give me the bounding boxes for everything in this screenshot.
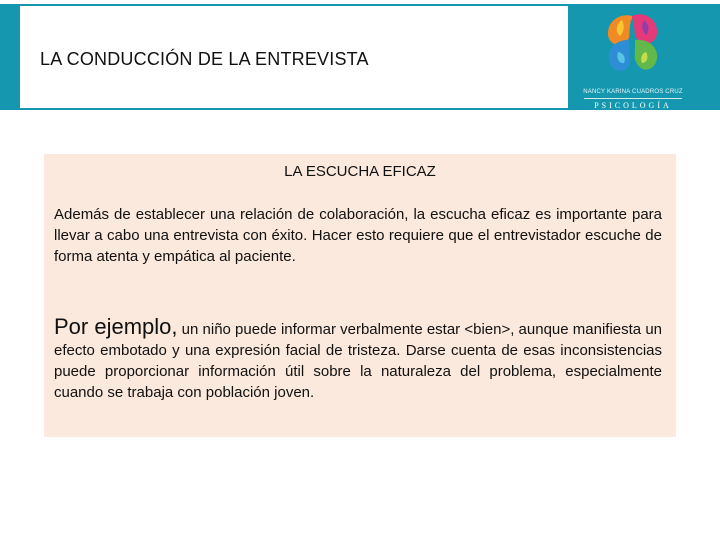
logo-divider <box>584 98 682 99</box>
title-box <box>20 6 568 108</box>
paragraph-listening: Además de establecer una relación de colaboración, la escucha eficaz es importante para llevar a cabo una entrevista con éxito. Hacer esto requiere que el entrevistador escuche de forma atenta y empática al paciente. <box>54 206 662 265</box>
logo <box>578 12 688 112</box>
header-band <box>0 4 720 110</box>
psychology-butterfly-logo-icon <box>596 12 670 84</box>
content-box <box>44 154 676 437</box>
example-lead: Por ejemplo, <box>54 314 178 339</box>
logo-subtitle: PSICOLOGÍA <box>594 101 672 110</box>
logo-name: NANCY KARINA CUADROS CRUZ <box>583 89 683 95</box>
paragraph-example <box>54 316 662 403</box>
page-title: LA CONDUCCIÓN DE LA ENTREVISTA <box>40 49 369 69</box>
example-text: un niño puede informar verbalmente estar <bien>, aunque manifiesta un efecto embotado y una expresión facial de tristeza. Darse cuenta de esas inconsistencias puede proporcionar información útil sobre la naturaleza del problema, especialmente cuando se trabaja con población joven. <box>54 321 662 401</box>
section-heading: LA ESCUCHA EFICAZ <box>284 163 436 180</box>
